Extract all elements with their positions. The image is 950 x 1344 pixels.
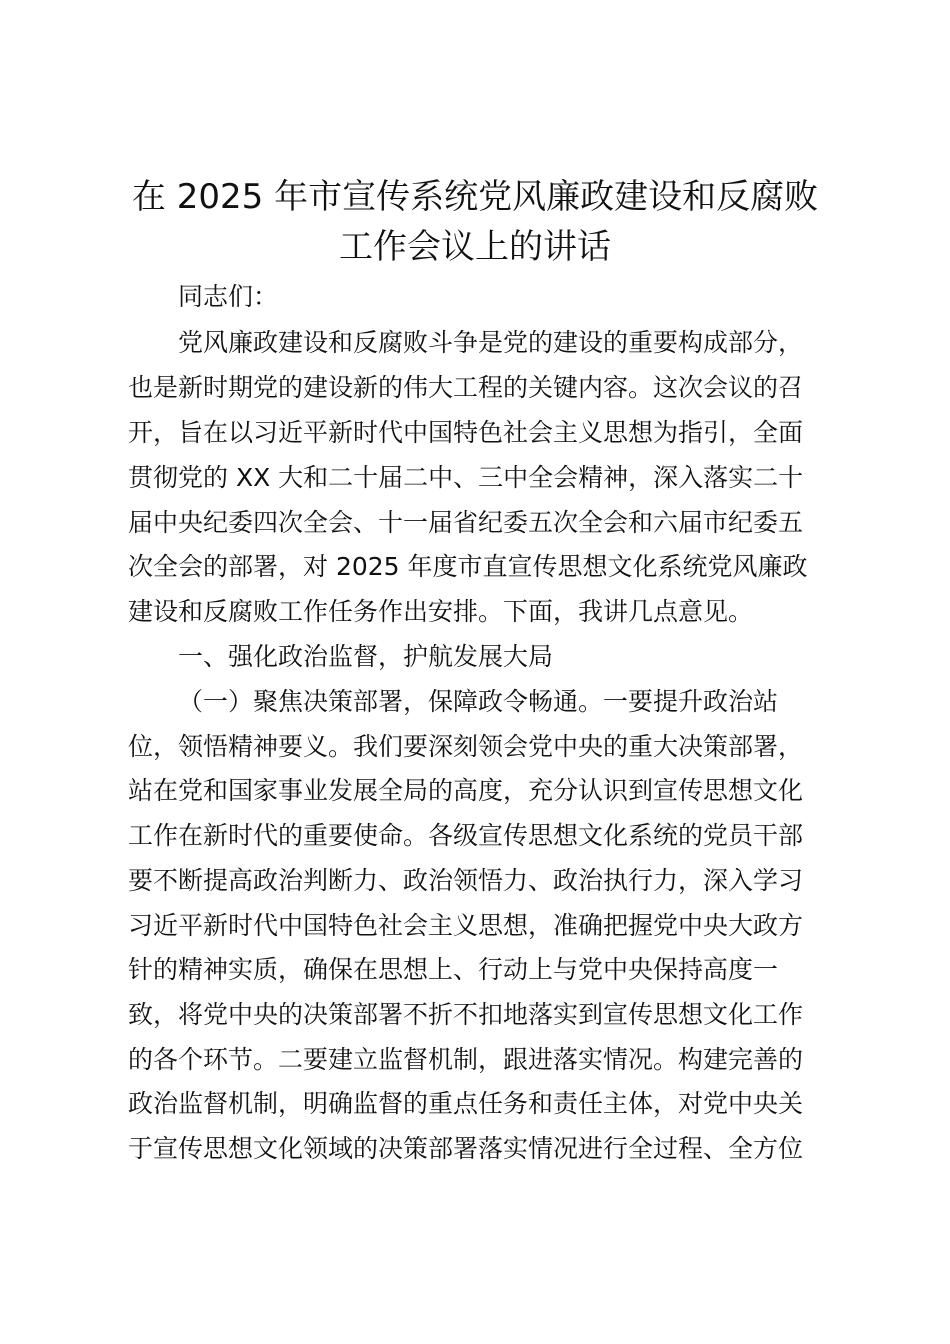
body-line: 致，将党中央的决策部署不折不扣地落实到宣传思想文化工作 <box>128 1000 804 1029</box>
body-line: 要不断提高政治判断力、政治领悟力、政治执行力，深入学习 <box>128 866 804 895</box>
body-line: 次全会的部署，对 2025 年度市直宣传思想文化系统党风廉政 <box>128 552 808 581</box>
body-line: 习近平新时代中国特色社会主义思想，准确把握党中央大政方 <box>128 911 804 940</box>
body-line: 位，领悟精神要义。我们要深刻领会党中央的重大决策部署， <box>128 732 804 761</box>
body-line: 的各个环节。二要建立监督机制，跟进落实情况。构建完善的 <box>128 1045 804 1074</box>
body-line: 届中央纪委四次全会、十一届省纪委五次全会和六届市纪委五 <box>128 508 804 537</box>
body-line: （一）聚焦决策部署，保障政令畅通。一要提升政治站 <box>178 687 779 716</box>
body-line: 工作在新时代的重要使命。各级宣传思想文化系统的党员干部 <box>128 821 804 850</box>
body-line: 针的精神实质，确保在思想上、行动上与党中央保持高度一 <box>128 955 779 984</box>
body-line: 也是新时期党的建设新的伟大工程的关键内容。这次会议的召 <box>128 373 804 402</box>
body-line: 贯彻党的 XX 大和二十届二中、三中全会精神，深入落实二十 <box>128 463 804 492</box>
body-line: 于宣传思想文化领域的决策部署落实情况进行全过程、全方位 <box>128 1134 804 1163</box>
body-line: 政治监督机制，明确监督的重点任务和责任主体，对党中央关 <box>128 1089 804 1118</box>
document-title-line-1: 在 2025 年市宣传系统党风廉政建设和反腐败 <box>131 177 819 217</box>
document-title-line-2: 工作会议上的讲话 <box>339 227 611 267</box>
body-line: 开，旨在以习近平新时代中国特色社会主义思想为指引，全面 <box>128 418 804 447</box>
body-line: 站在党和国家事业发展全局的高度，充分认识到宣传思想文化 <box>128 776 804 805</box>
body-line: 建设和反腐败工作任务作出安排。下面，我讲几点意见。 <box>128 597 754 626</box>
salutation: 同志们： <box>178 282 279 311</box>
body-line: 党风廉政建设和反腐败斗争是党的建设的重要构成部分， <box>178 328 804 357</box>
section-heading: 一、强化政治监督，护航发展大局 <box>178 642 554 671</box>
